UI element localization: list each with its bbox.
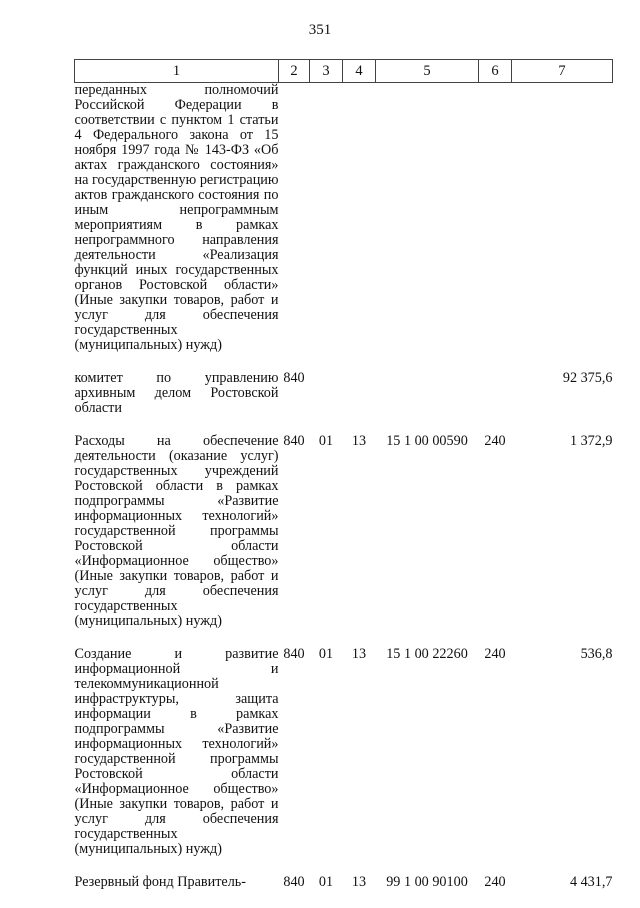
row-target-article: 15 1 00 22260 <box>386 646 468 662</box>
row-description: Расходы на обеспечение деятельности (оказание услуг) государственных учреждений Ростовской области в рамках подпрограммы «Развитие информационных технологий» государственной программы Ростовской области «Информационное общество» (Иные закупки товаров, работ и услуг для обеспечения государственных (муниципальных) нужд) <box>74 433 279 629</box>
row-expense-type: 240 <box>484 646 506 662</box>
row-description: Создание и развитие информационной и телекоммуникационной инфраструктуры, защита информации в рамках подпрограммы «Развитие информационных технологий» государственной программы Ростовской области «Информационное общество» (Иные закупки товаров, работ и услуг для обеспечения государственных (муниципальных) нужд) <box>74 646 279 857</box>
row-code-subsection <box>343 371 376 434</box>
page-number: 351 <box>308 22 332 38</box>
row-description: Резервный фонд Правитель- <box>74 874 246 890</box>
row-code-ministry: 840 <box>283 646 305 662</box>
column-header: 5 <box>376 60 479 83</box>
row-code-ministry: 840 <box>283 370 305 386</box>
row-code-section <box>310 371 343 434</box>
row-code-subsection: 13 <box>351 874 367 890</box>
row-amount: 4 431,7 <box>569 874 613 890</box>
row-target-article <box>376 371 479 434</box>
row-code-subsection <box>343 83 376 372</box>
row-amount: 1 372,9 <box>569 433 613 449</box>
row-target-article <box>376 83 479 372</box>
row-code-ministry: 840 <box>283 874 305 890</box>
row-expense-type <box>479 371 512 434</box>
row-code-section: 01 <box>318 646 334 662</box>
row-amount: 92 375,6 <box>562 370 613 386</box>
table-row <box>75 647 613 875</box>
row-target-article: 99 1 00 90100 <box>386 874 468 890</box>
row-code-subsection: 13 <box>351 646 367 662</box>
row-expense-type: 240 <box>484 874 506 890</box>
table-row <box>75 434 613 647</box>
row-description: переданных полномочий Российской Федерации в соответствии с пунктом 1 статьи 4 Федерального закона от 15 ноября 1997 года № 143-ФЗ «Об актах гражданского состояния» на государственную регистрацию актов гражданского состояния по иным непрограммным мероприятиям в рамках непрограммного направления деятельности «Реализация функций иных государственных органов Ростовской области» (Иные закупки товаров, работ и услуг для обеспечения государственных (муниципальных) нужд) <box>74 82 279 353</box>
column-header: 6 <box>479 60 512 83</box>
row-code-subsection: 13 <box>351 433 367 449</box>
row-code-ministry: 840 <box>283 433 305 449</box>
row-code-section: 01 <box>318 433 334 449</box>
row-amount <box>512 83 613 372</box>
row-description: комитет по управлению архивным делом Ростовской области <box>74 370 279 416</box>
column-header: 1 <box>75 60 279 83</box>
column-header: 3 <box>310 60 343 83</box>
row-target-article: 15 1 00 00590 <box>386 433 468 449</box>
column-header: 7 <box>512 60 613 83</box>
row-code-ministry <box>279 83 310 372</box>
column-header: 4 <box>343 60 376 83</box>
table-header-row <box>75 60 613 83</box>
row-amount: 536,8 <box>580 646 613 662</box>
budget-table <box>74 59 613 908</box>
row-code-section <box>310 83 343 372</box>
column-header: 2 <box>279 60 310 83</box>
row-code-section: 01 <box>318 874 334 890</box>
row-expense-type <box>479 83 512 372</box>
row-expense-type: 240 <box>484 433 506 449</box>
table-row <box>75 83 613 372</box>
table-row <box>75 371 613 434</box>
table-row <box>75 875 613 908</box>
